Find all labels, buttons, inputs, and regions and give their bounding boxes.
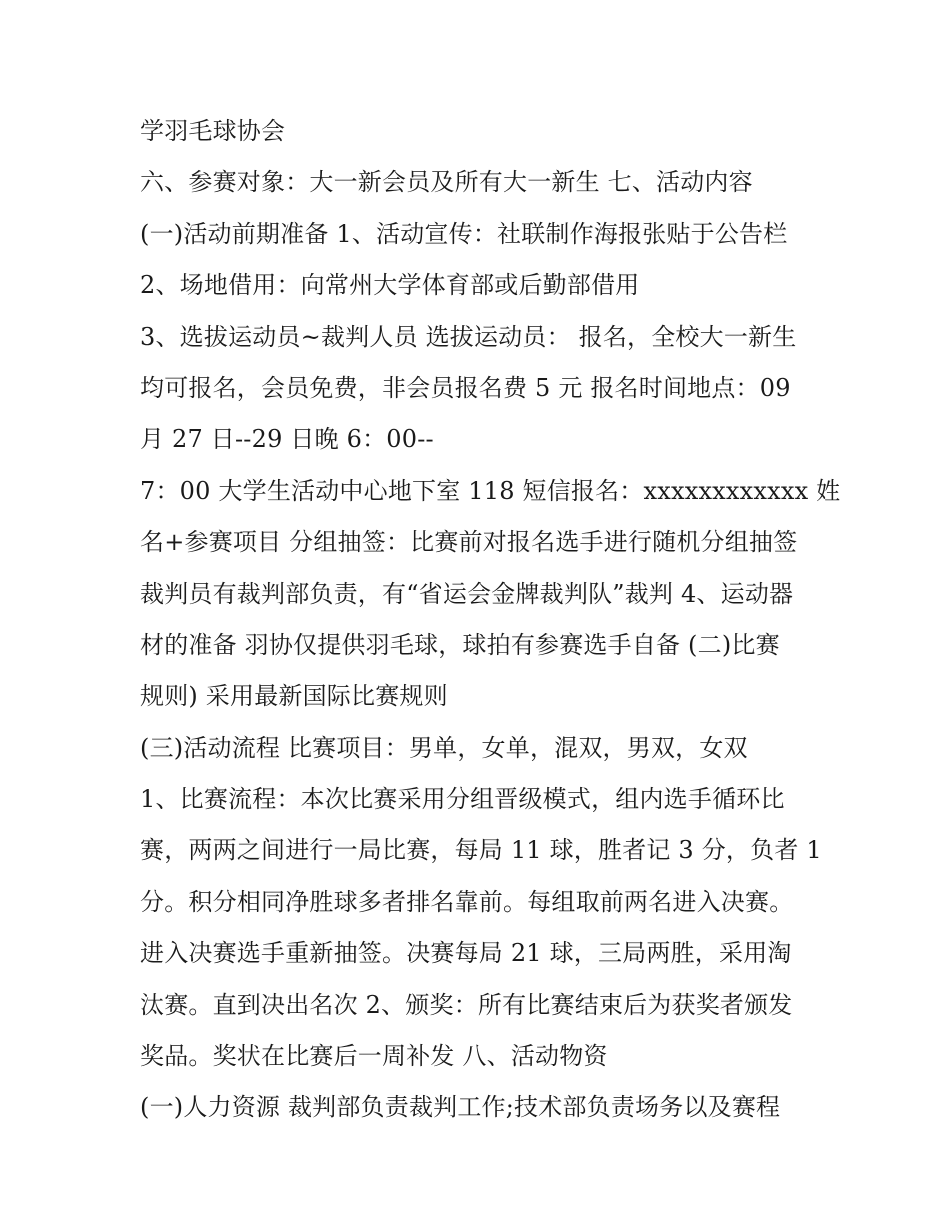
text-line: 2、场地借用：向常州大学体育部或后勤部借用 — [140, 271, 640, 300]
text-line: 3、选拔运动员~裁判人员 选拔运动员： 报名，全校大一新生 — [140, 322, 797, 351]
text-line: 均可报名，会员免费，非会员报名费 5 元 报名时间地点：09 — [140, 373, 791, 402]
text-line: 学羽毛球协会 — [140, 117, 286, 145]
text-line: 汰赛。直到决出名次 2、颁奖：所有比赛结束后为获奖者颁发 — [140, 990, 793, 1019]
text-line: 进入决赛选手重新抽签。决赛每局 21 球，三局两胜，采用淘 — [140, 939, 792, 968]
text-line: 裁判员有裁判部负责，有“省运会金牌裁判队”裁判 4、运动器 — [140, 579, 794, 608]
text-line: 赛，两两之间进行一局比赛，每局 11 球，胜者记 3 分，负者 1 — [140, 836, 822, 865]
text-line: 六、参赛对象：大一新会员及所有大一新生 七、活动内容 — [140, 168, 753, 197]
text-line: 7：00 大学生活动中心地下室 118 短信报名：xxxxxxxxxxxx 姓 — [140, 476, 841, 505]
text-line: 1、比赛流程：本次比赛采用分组晋级模式，组内选手循环比 — [140, 785, 785, 814]
document-body — [140, 106, 841, 1134]
text-line: 材的准备 羽协仅提供羽毛球，球拍有参赛选手自备 (二)比赛 — [140, 630, 780, 659]
text-line: (一)人力资源 裁判部负责裁判工作;技术部负责场务以及赛程 — [140, 1093, 781, 1122]
text-line: 分。积分相同净胜球多者排名靠前。每组取前两名进入决赛。 — [140, 887, 794, 916]
text-line: (三)活动流程 比赛项目：男单，女单，混双，男双，女双 — [140, 733, 748, 762]
text-line: 奖品。奖状在比赛后一周补发 八、活动物资 — [140, 1042, 608, 1071]
text-line: 名+参赛项目 分组抽签：比赛前对报名选手进行随机分组抽签 — [140, 528, 798, 557]
text-line: (一)活动前期准备 1、活动宣传：社联制作海报张贴于公告栏 — [140, 219, 788, 248]
text-line: 规则) 采用最新国际比赛规则 — [140, 682, 448, 711]
text-line: 月 27 日--29 日晚 6：00-- — [140, 425, 434, 454]
